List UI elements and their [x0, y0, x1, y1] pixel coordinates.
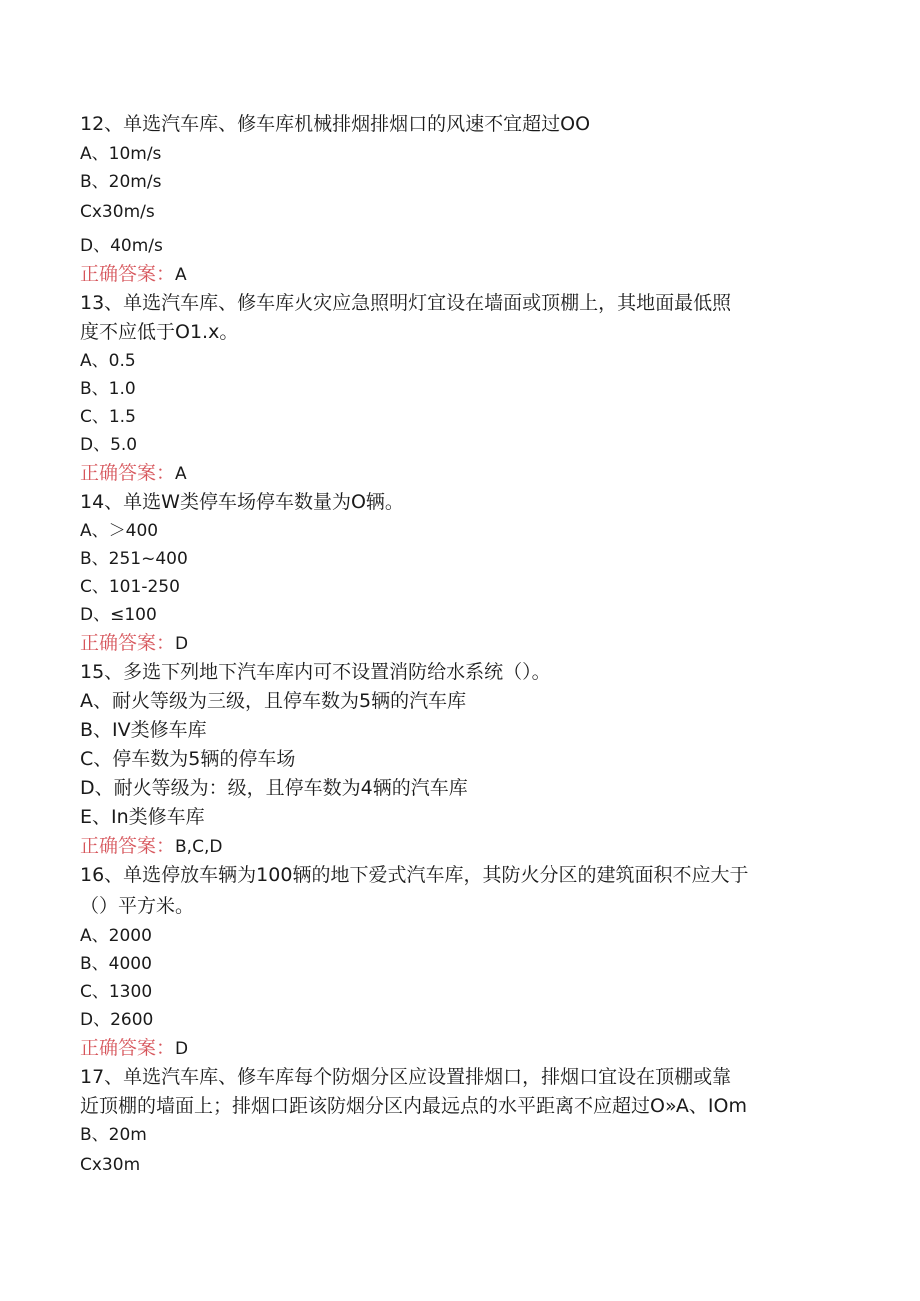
question-17-option-b: B、20m	[80, 1125, 147, 1145]
question-16-option-a: A、2000	[80, 926, 152, 946]
question-13-option-a: A、0.5	[80, 351, 136, 371]
question-16-option-b: B、4000	[80, 954, 152, 974]
question-13-line-1: 13、单选汽车库、修车库火灾应急照明灯宜设在墙面或顶棚上，其地面最低照	[80, 292, 732, 314]
question-15-option-b: B、IV类修车库	[80, 719, 207, 741]
question-13-answer	[80, 461, 187, 486]
question-14-option-d: D、≤100	[80, 605, 157, 625]
question-15-option-c: C、停车数为5辆的停车场	[80, 748, 296, 770]
question-15-answer	[80, 834, 222, 859]
answer-label: 正确答案：	[80, 263, 176, 285]
question-14-answer	[80, 631, 188, 656]
question-12-option-b: B、20m∕s	[80, 172, 162, 192]
answer-value: A	[175, 464, 187, 484]
question-12-line-1: 12、单选汽车库、修车库机械排烟排烟口的风速不宜超过OO	[80, 113, 591, 135]
question-14-option-c: C、101-250	[80, 577, 180, 597]
question-16-answer	[80, 1036, 188, 1061]
question-12-answer	[80, 262, 187, 287]
question-16-option-c: C、1300	[80, 982, 153, 1002]
answer-value: B,C,D	[175, 837, 223, 857]
question-12-option-d: D、40m∕s	[80, 236, 163, 256]
question-17-line-1: 17、单选汽车库、修车库每个防烟分区应设置排烟口，排烟口宜设在顶棚或靠	[80, 1066, 732, 1088]
question-15-option-e: E、In类修车库	[80, 806, 205, 828]
answer-value: D	[175, 1039, 189, 1059]
question-17-line-2: 近顶棚的墙面上；排烟口距该防烟分区内最远点的水平距离不应超过O»A、IOm	[80, 1095, 747, 1117]
question-14-option-a: A、＞400	[80, 521, 159, 541]
question-17-option-c: Cx30m	[80, 1155, 141, 1175]
answer-label: 正确答案：	[80, 1037, 176, 1059]
answer-value: D	[175, 634, 189, 654]
question-13-line-2: 度不应低于O1.x。	[80, 321, 239, 343]
answer-label: 正确答案：	[80, 835, 176, 857]
answer-label: 正确答案：	[80, 462, 176, 484]
question-12-option-a: A、10m∕s	[80, 144, 162, 164]
question-13-option-b: B、1.0	[80, 379, 136, 399]
question-15-line-1: 15、多选下列地下汽车库内可不设置消防给水系统（）。	[80, 661, 551, 683]
question-13-option-c: C、1.5	[80, 407, 136, 427]
question-15-option-a: A、耐火等级为三级，且停车数为5辆的汽车库	[80, 690, 467, 712]
question-16-line-1: 16、单选停放车辆为100辆的地下爱式汽车库，其防火分区的建筑面积不应大于	[80, 864, 749, 886]
question-16-line-2: （）平方米。	[80, 895, 195, 917]
answer-label: 正确答案：	[80, 632, 176, 654]
question-15-option-d: D、耐火等级为：级，且停车数为4辆的汽车库	[80, 777, 468, 799]
answer-value: A	[175, 265, 187, 285]
question-12-option-c: Cx30m∕s	[80, 202, 155, 222]
question-14-line-1: 14、单选W类停车场停车数量为O辆。	[80, 491, 404, 513]
question-16-option-d: D、2600	[80, 1010, 154, 1030]
question-13-option-d: D、5.0	[80, 435, 138, 455]
question-14-option-b: B、251~400	[80, 549, 188, 569]
